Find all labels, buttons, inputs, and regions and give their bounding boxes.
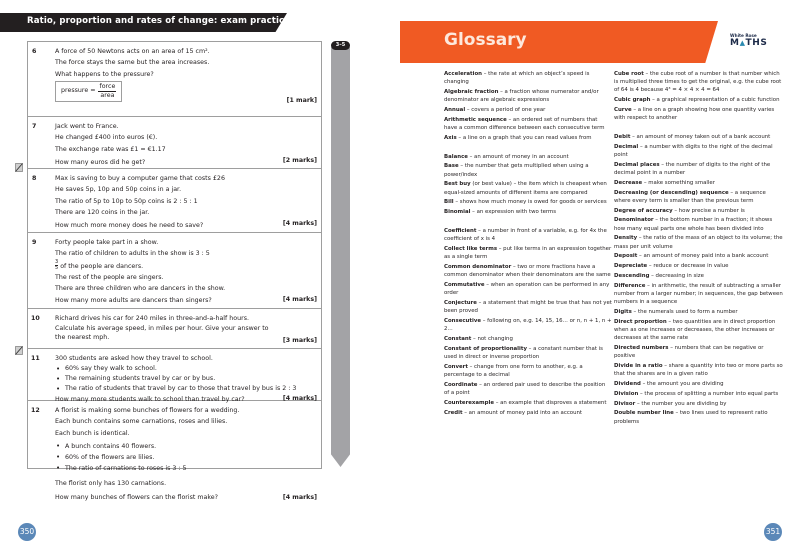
glossary-definition: – an example that disproves a statement [493,399,607,406]
glossary-entry [444,116,612,132]
glossary-entry [444,381,612,397]
glossary-entry [444,106,612,114]
glossary-definition: – a number with digits to the right of the decimal point [614,143,773,158]
question-text: He saves 5p, 10p and 50p coins in a jar. [55,186,182,194]
triangle-icon: ▲ [739,39,746,47]
glossary-definition: – following on, e.g. 14, 15, 16… or n, n + 1, n + 2… [444,317,612,333]
question-text: A force of 50 Newtons acts on an area of 15 cm². [55,48,210,55]
glossary-term: Debit [614,134,631,140]
fraction-denominator: 5 [55,265,59,272]
glossary-definition: – change from one form to another, e.g. a percentage to a decimal [444,363,583,378]
question-8 [28,169,321,233]
glossary-term: Directed numbers [614,344,669,351]
glossary-entry [444,317,612,333]
glossary-definition: – a sequence where every term is smaller than the previous term [614,189,766,204]
glossary-entry [444,227,612,243]
formula-numerator: force [99,82,116,90]
formula-label: pressure = [61,87,96,95]
glossary-entry [444,70,612,86]
letter-section-gap [444,218,612,227]
glossary-term: Algebraic fraction [444,89,499,95]
glossary-definition: – a fraction whose numerator and/or denominator are algebraic expressions [444,89,599,104]
glossary-entry [444,180,612,196]
question-text: What happens to the pressure? [55,70,154,78]
glossary-entry [614,143,784,159]
glossary-entry [444,399,612,407]
glossary-entry [614,362,784,378]
glossary-term: Density [614,235,638,242]
glossary-entry [614,133,784,141]
glossary-definition: – two or more fractions have a common denominator when their denominators are the same [444,263,611,279]
logo-letter: M [730,38,740,48]
marks-label: [4 marks] [282,296,317,303]
glossary-entry [614,96,784,104]
glossary-definition: – covers a period of one year [465,107,546,113]
glossary-term: Difference [614,282,646,289]
glossary-definition: – an amount of money taken out of a bank account [630,134,771,140]
marks-label: [1 mark] [286,97,317,104]
page-number-badge: 350 [18,523,36,541]
glossary-column-a [444,70,612,418]
glossary-term: Best buy [444,181,471,188]
glossary-definition: – a graphical representation of a cubic function [650,97,780,104]
glossary-term: Constant of proportionality [444,345,527,352]
glossary-term: Arithmetic sequence [444,116,507,123]
glossary-entry [444,162,612,178]
glossary-term: Decimal places [614,161,660,168]
glossary-entry [614,106,784,122]
bullet-item: • 60% of the flowers are lilies. [43,452,317,463]
question-text: How much more money does he need to save? [55,222,204,230]
glossary-definition: (or best value) – the item which is cheapest when equal-sized amounts of different items are compared [444,181,607,196]
glossary-entry [614,380,784,388]
bullet-item: • The remaining students travel by car or by bus. [43,374,317,384]
glossary-definition: – an ordered pair used to describe the position of a point [444,381,606,396]
question-text: Each bunch contains some carnations, roses and lilies. [55,418,228,426]
question-6 [28,42,321,117]
glossary-definition: – the cube root of a number is that number which is multiplied three times to get the original, e.g. the cube root of 64 is 4 because 4³ = 4 × 4 × 4 = 64 [614,71,782,94]
glossary-term: Degree of accuracy [614,207,673,214]
glossary-entry [614,282,784,307]
question-text: The ratio of children to adults in the show is 3 : 5 [55,250,210,258]
question-text: The rest of the people are singers. [55,273,164,281]
glossary-term: Coordinate [444,381,478,388]
glossary-term: Coefficient [444,227,477,234]
glossary-entry [614,272,784,280]
question-9 [28,233,321,309]
formula-fraction [98,83,116,100]
glossary-definition: – an amount of money paid into an account [462,409,583,416]
glossary-term: Bill [444,199,454,206]
pressure-formula-box [55,81,122,102]
glossary-definition: – reduce or decrease in value [647,263,729,270]
question-text: The exchange rate was £1 = €1.17 [55,145,166,153]
glossary-term: Annual [444,107,466,113]
question-number: 11 [31,355,40,362]
glossary-entry [614,262,784,270]
glossary-definition: – the number that gets multiplied when using a power/index [444,163,589,178]
question-text: How many more adults are dancers than singers? [55,297,212,305]
question-number: 12 [31,407,40,414]
glossary-entry [614,189,784,205]
letter-section-gap [614,124,784,133]
glossary-definition: – an expression with two terms [470,209,557,216]
glossary-entry [614,207,784,215]
glossary-title: Glossary [444,30,527,50]
glossary-entry [444,299,612,315]
glossary-entry [614,179,784,187]
question-text: How many more students walk to school than travel by car? [55,396,245,404]
glossary-definition: – decreasing in size [649,272,704,279]
glossary-term: Binomial [444,209,471,216]
glossary-term: Deposit [614,253,638,260]
grade-badge: 3–5 [331,41,350,50]
question-text: Richard drives his car for 240 miles in three-and-a-half hours. [55,315,249,322]
glossary-term: Decreasing (or descending) sequence [614,189,729,196]
grade-range-bar [331,47,350,467]
glossary-term: Curve [614,107,632,113]
logo-bottom-text [730,38,768,48]
glossary-term: Depreciate [614,263,648,270]
question-text: The force stays the same but the area increases. [55,59,210,67]
glossary-entry [444,198,612,206]
glossary-term: Acceleration [444,71,482,77]
glossary-definition: – not changing [471,335,513,342]
glossary-definition: – put like terms in an expression together as a single term [444,245,612,261]
question-text: 300 students are asked how they travel to school. [55,355,213,362]
right-page [400,0,800,552]
glossary-entry [444,245,612,261]
glossary-entry [614,409,784,425]
glossary-definition: – numbers that can be negative or positive [614,344,764,360]
glossary-definition: – a constant number that is used in direct or inverse proportion [444,345,603,360]
glossary-entry [614,161,784,177]
bullet-item: • 60% say they walk to school. [43,364,317,374]
question-number: 9 [32,239,37,246]
letter-section-gap [444,144,612,153]
glossary-entry [614,252,784,260]
glossary-definition: – share a quantity into two or more parts so that the shares are in a given ratio [614,362,783,378]
glossary-definition: – the ratio of the mass of an object to its volume; the mass per unit volume [614,235,783,250]
question-text: He changed £400 into euros (€). [55,134,158,142]
marks-label: [3 marks] [282,337,317,344]
question-text: of the people are dancers. [60,262,144,270]
glossary-definition: – an ordered set of numbers that have a common difference between each consecutive term [444,116,605,131]
marks-label: [4 marks] [282,395,317,402]
glossary-entry [444,88,612,104]
page-number-badge: 351 [764,523,782,541]
question-text: How many bunches of flowers can the florist make? [55,494,219,502]
question-text: There are 120 coins in the jar. [55,208,150,216]
glossary-entry [444,281,612,297]
question-text-with-fraction [43,260,317,272]
glossary-entry [444,345,612,361]
glossary-term: Commutative [444,281,485,288]
glossary-definition: – two lines used to represent ratio problems [614,410,768,425]
glossary-definition: – a statement that might be true that has not yet been proved [444,299,612,315]
question-text: The ratio of 5p to 10p to 50p coins is 2 : 5 : 1 [55,197,198,205]
glossary-term: Direct proportion [614,318,667,325]
question-10 [28,309,321,349]
question-number: 7 [32,123,37,130]
glossary-term: Conjecture [444,299,477,306]
glossary-definition: – in arithmetic, the result of subtracting a smaller number from a larger number; in sequences, the gap between numbers in a sequence [614,282,783,306]
glossary-term: Decimal [614,143,639,150]
glossary-definition: – a line on a graph showing how one quantity varies with respect to another [614,107,775,122]
glossary-definition: – shows how much money is owed for goods or services [453,199,607,206]
glossary-term: Common denominator [444,263,512,270]
glossary-entry [614,308,784,316]
question-text: Forty people take part in a show. [55,239,159,246]
glossary-term: Double number line [614,410,674,417]
glossary-definition: – the numerals used to form a number [631,308,738,315]
glossary-column-b [614,70,784,427]
glossary-entry [614,70,784,95]
logo-letters: THS [745,38,768,48]
glossary-definition: – a line on a graph that you can read values from [456,134,592,141]
question-text: Jack went to France. [55,123,119,130]
question-12 [28,401,321,508]
section-title: Ratio, proportion and rates of change: exam practice [27,16,291,26]
glossary-entry [614,390,784,398]
glossary-definition: – the amount you are dividing [640,380,724,387]
glossary-definition: – the number of digits to the right of the decimal point in a number [614,161,771,176]
glossary-definition: – two quantities are in direct proportion when as one increases or decreases, the other increases or decreases at the same rate [614,318,776,342]
formula-denominator: area [100,91,115,99]
glossary-term: Convert [444,363,468,370]
glossary-definition: – when an operation can be performed in any order [444,281,610,297]
marks-label: [2 marks] [282,157,317,164]
logo-top-text: White Rose [730,33,757,38]
glossary-definition: – the process of splitting a number into equal parts [638,390,779,397]
fraction-numerator: 3 [55,258,59,265]
glossary-entry [444,208,612,216]
glossary-term: Credit [444,409,463,416]
glossary-definition: – make something smaller [642,179,715,186]
question-11 [28,349,321,404]
glossary-entry [614,344,784,360]
glossary-term: Decrease [614,179,643,186]
glossary-definition: – a number in front of a variable, e.g. for 4x the coefficient of x is 4 [444,227,607,243]
glossary-term: Dividend [614,380,641,387]
glossary-term: Collect like terms [444,245,498,252]
no-calculator-icon [15,163,23,172]
glossary-term: Axis [444,134,457,141]
glossary-term: Cube root [614,71,644,77]
glossary-term: Descending [614,272,650,279]
glossary-term: Divisor [614,400,636,407]
glossary-term: Balance [444,153,468,160]
glossary-term: Base [444,163,459,170]
glossary-definition: – the number you are dividing by [635,400,727,407]
glossary-entry [614,234,784,250]
glossary-entry [444,153,612,161]
glossary-term: Digits [614,308,632,315]
question-box [27,41,322,502]
question-number: 10 [31,315,40,322]
question-text: Each bunch is identical. [55,429,130,437]
bullet-item: • The ratio of students that travel by car to those that travel by bus is 2 : 3 [43,384,317,394]
no-calculator-icon [15,346,23,355]
glossary-definition: – an amount of money in an account [467,153,569,160]
glossary-entry [614,400,784,408]
glossary-term: Consecutive [444,317,481,324]
glossary-term: Division [614,390,639,397]
question-number: 8 [32,175,37,182]
question-number: 6 [32,48,37,55]
fraction-three-fifths [55,260,58,272]
glossary-entry [444,335,612,343]
glossary-definition: – the bottom number in a fraction; it shows how many equal parts one whole has been divided into [614,217,773,232]
bullet-item: • The ratio of carnations to roses is 3 : 5 [43,463,317,474]
glossary-definition: – how precise a number is [672,207,745,214]
glossary-entry [444,263,612,279]
glossary-definition: – an amount of money paid into a bank account [637,253,769,260]
glossary-term: Counterexample [444,399,494,406]
glossary-term: Denominator [614,217,654,224]
bullet-item: • A bunch contains 40 flowers. [43,441,317,452]
glossary-term: Divide in a ratio [614,362,663,369]
question-text: A florist is making some bunches of flowers for a wedding. [55,407,240,414]
question-text: There are three children who are dancers in the show. [55,285,226,293]
glossary-definition: – the rate at which an object’s speed is changing [444,71,590,86]
glossary-term: Constant [444,335,472,342]
glossary-entry [614,216,784,232]
glossary-entry [444,134,612,142]
glossary-entry [444,409,612,417]
question-text: The florist only has 130 carnations. [55,479,167,487]
marks-label: [4 marks] [282,494,317,501]
glossary-term: Cubic graph [614,97,651,104]
glossary-entry [614,318,784,343]
question-text: Calculate his average speed, in miles per hour. Give your answer to [55,325,269,333]
question-text: the nearest mph. [55,333,110,341]
question-text: Max is saving to buy a computer game that costs £26 [55,175,225,182]
question-text: How many euros did he get? [55,158,146,166]
question-7 [28,117,321,169]
white-rose-maths-logo [730,33,768,48]
marks-label: [4 marks] [282,220,317,227]
glossary-entry [444,363,612,379]
